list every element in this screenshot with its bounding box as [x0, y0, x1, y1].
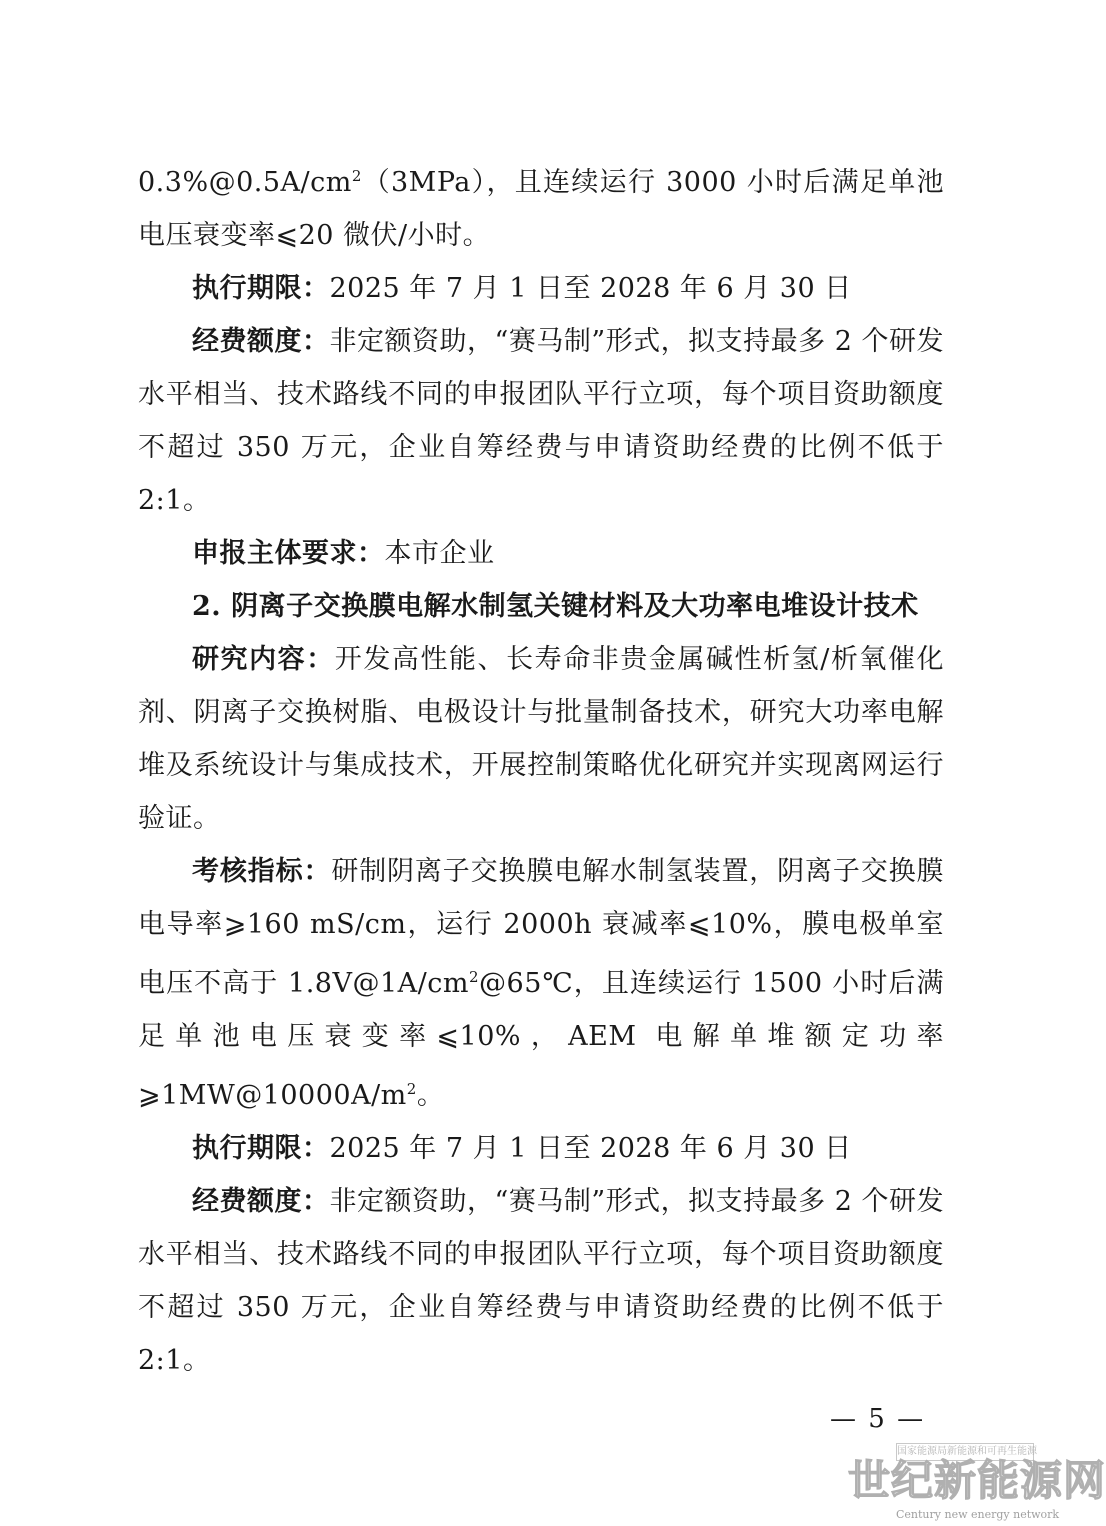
paragraph-funding-2	[138, 1175, 944, 1387]
superscript: 2	[468, 968, 480, 986]
paragraph-continuation	[138, 150, 944, 262]
label-indicator: 考核指标：	[192, 856, 332, 887]
page-number: — 5 —	[830, 1404, 926, 1434]
paragraph-research-2	[138, 633, 944, 845]
value-funding: 非定额资助，“赛马制”形式，拟支持最多 2 个研发水平相当、技术路线不同的申报团队平行立项，每个项目资助额度不超过 350 万元，企业自筹经费与申请资助经费的比例不低于 2:1。	[138, 1186, 945, 1376]
text-fragment: 。	[416, 1080, 445, 1111]
label-period: 执行期限：	[192, 273, 330, 304]
text-fragment: @65℃，且连续运行 1500 小时后满足单池电压衰变率⩽10%，AEM 电解单堆额定功率⩾1MW@10000A/m	[138, 968, 944, 1111]
watermark-logo	[848, 1456, 1106, 1526]
value-research: 开发高性能、长寿命非贵金属碱性析氢/析氧催化剂、阴离子交换树脂、电极设计与批量制备技术，研究大功率电解堆及系统设计与集成技术，开展控制策略优化研究并实现离网运行验证。	[138, 644, 945, 834]
paragraph-period-1	[138, 262, 944, 315]
label-research: 研究内容：	[192, 644, 335, 675]
label-funding: 经费额度：	[192, 1186, 330, 1217]
label-applicant: 申报主体要求：	[192, 538, 385, 569]
superscript: 2	[351, 167, 362, 185]
section-heading-2: 2. 阴离子交换膜电解水制氢关键材料及大功率电堆设计技术	[192, 591, 919, 622]
document-body	[138, 150, 944, 1387]
watermark-name-cn: 世纪新能源网	[848, 1456, 1106, 1505]
text-fragment: （3MPa），且连续运行 3000 小时后满足单池电压衰变率⩽20 微伏/小时。	[138, 167, 944, 251]
text-fragment: 0.3%@0.5A/cm	[138, 167, 352, 198]
value-period: 2025 年 7 月 1 日至 2028 年 6 月 30 日	[329, 273, 852, 304]
value-applicant: 本市企业	[384, 538, 495, 569]
text-fragment: 研制阴离子交换膜电解水制氢装置，阴离子交换膜电导率⩾160 mS/cm，运行 2000h 衰减率⩽10%，膜电极单室电压不高于 1.8V@1A/cm	[138, 856, 945, 999]
watermark-name-en: Century new energy network	[896, 1508, 1060, 1521]
label-funding: 经费额度：	[192, 326, 330, 357]
paragraph-period-2	[138, 1122, 944, 1175]
paragraph-indicator-2	[138, 845, 944, 1122]
value-period: 2025 年 7 月 1 日至 2028 年 6 月 30 日	[329, 1133, 852, 1164]
superscript: 2	[406, 1080, 417, 1098]
watermark-banner: 国家能源局新能源和可再生能源	[896, 1443, 1034, 1461]
paragraph-funding-1	[138, 315, 944, 527]
label-period: 执行期限：	[192, 1133, 330, 1164]
paragraph-applicant-1	[138, 527, 944, 580]
value-funding: 非定额资助，“赛马制”形式，拟支持最多 2 个研发水平相当、技术路线不同的申报团队平行立项，每个项目资助额度不超过 350 万元，企业自筹经费与申请资助经费的比例不低于 2:1。	[138, 326, 945, 516]
